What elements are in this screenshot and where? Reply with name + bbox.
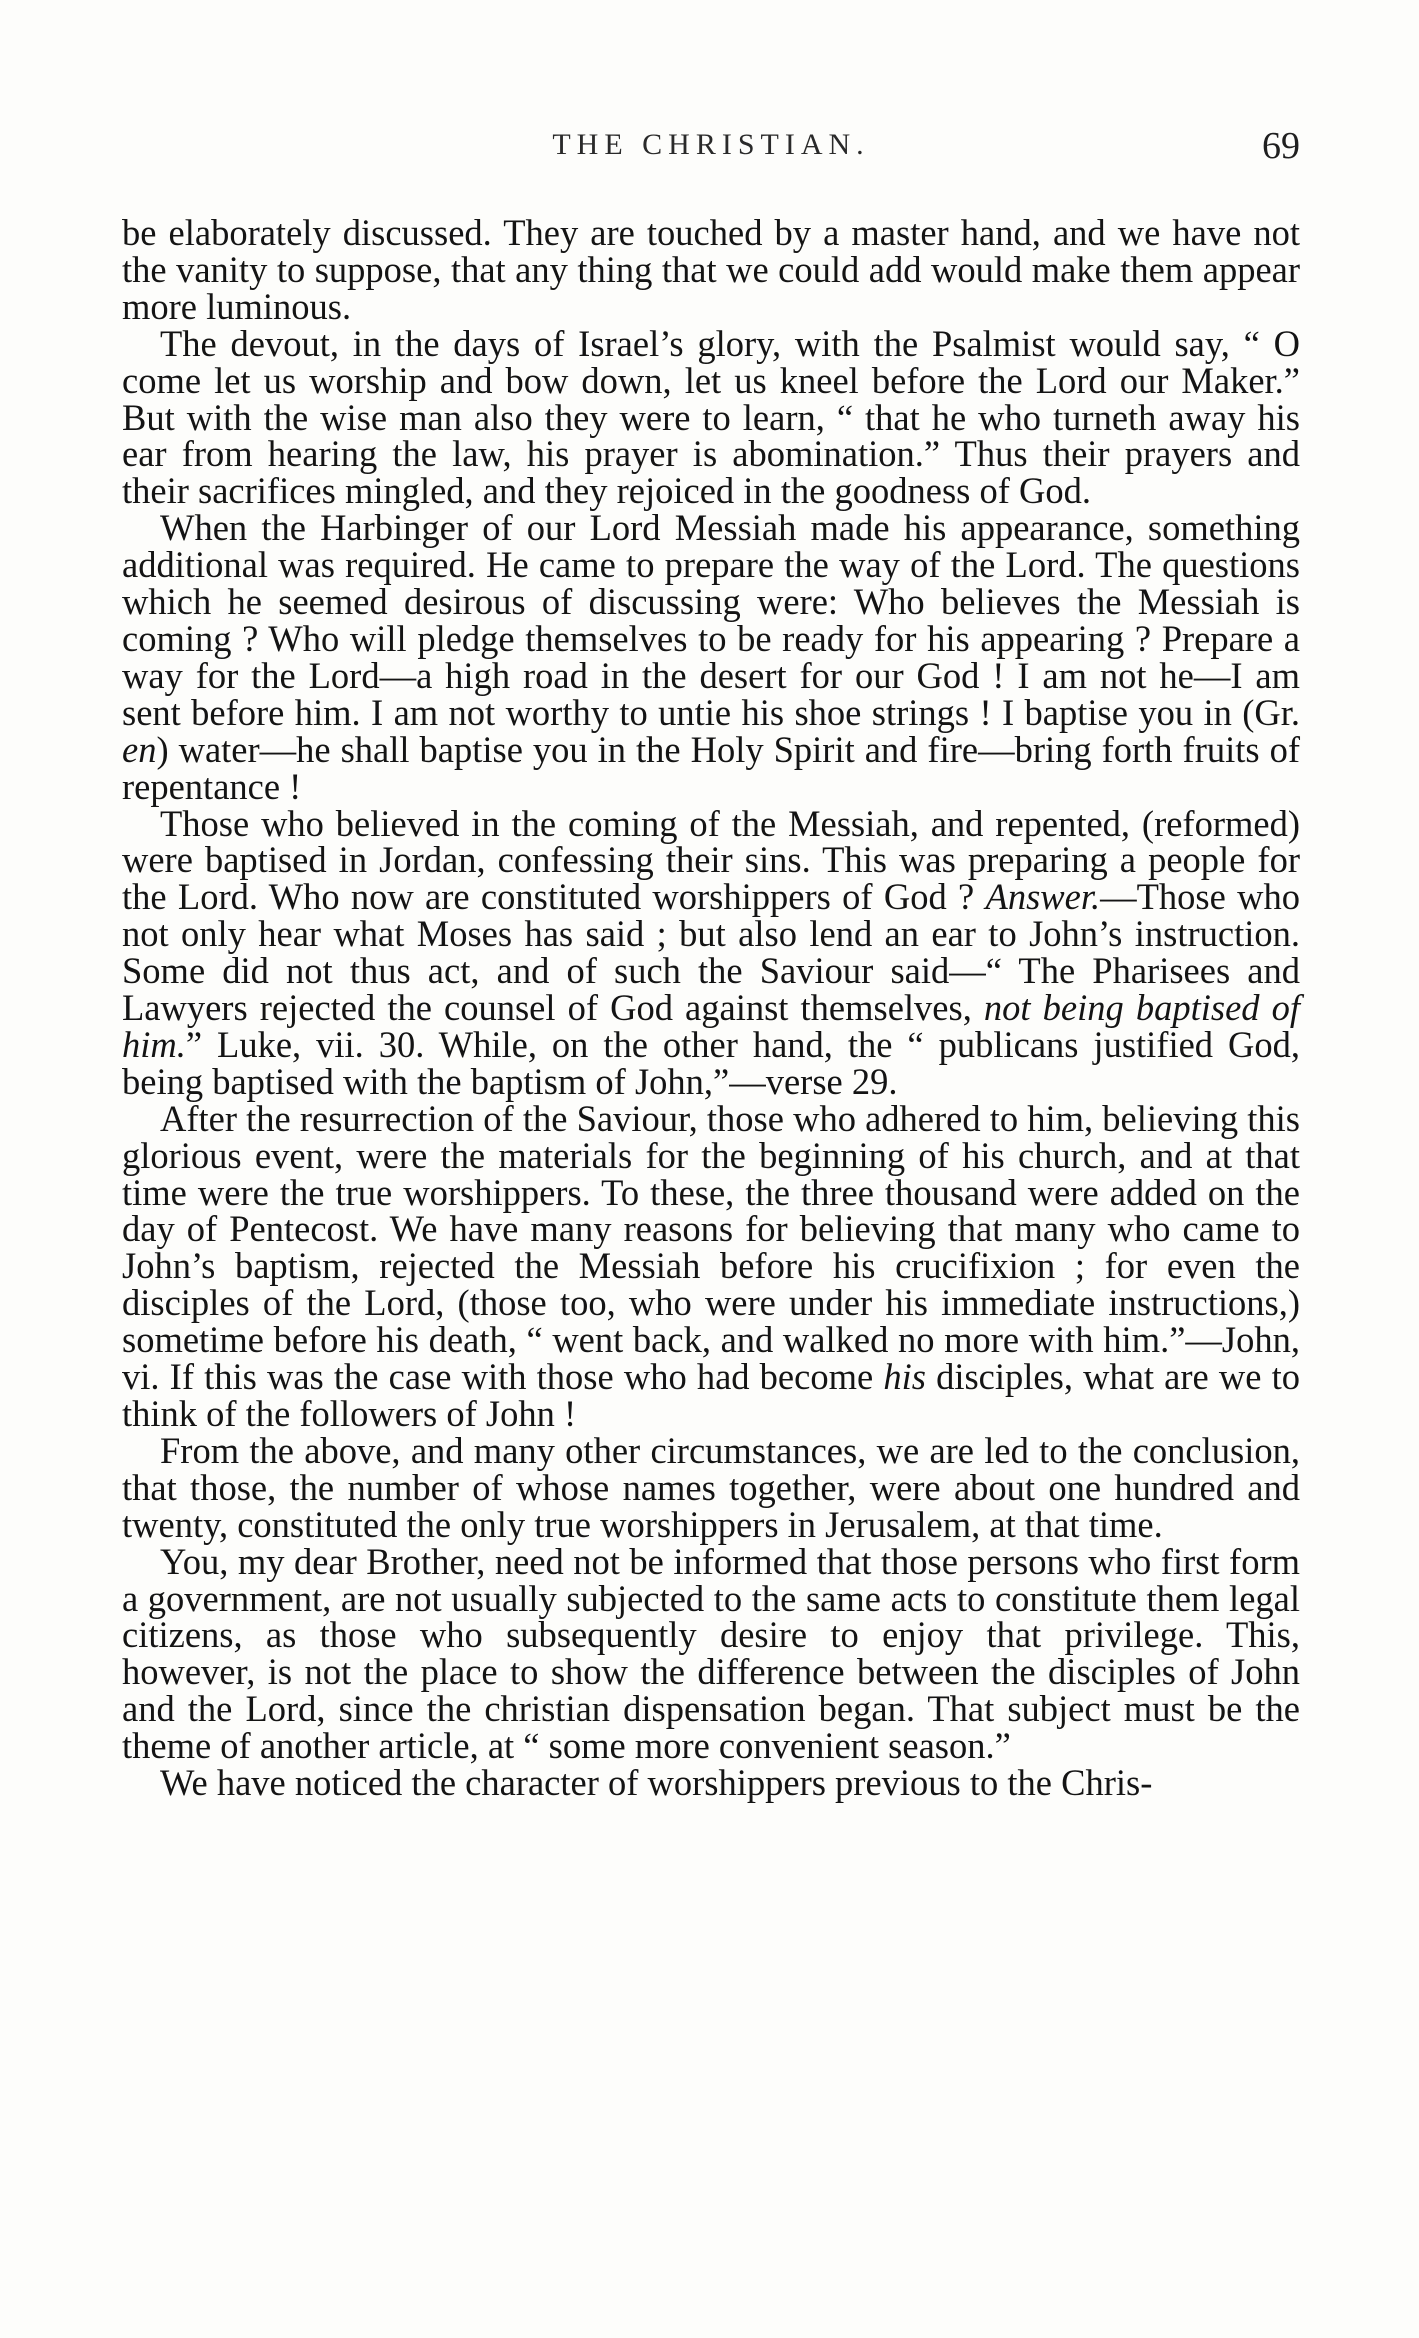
italic-text-run: Answer. [985, 876, 1101, 918]
text-run: be elaborately discussed. They are touched by a master hand, and we have not the vanity to suppose, that any thing that we could add would make them appear more luminous. [122, 212, 1300, 327]
paragraph [122, 802, 1300, 1102]
text-run: Those who believed in the coming of the Messiah, and repented, (reformed) were baptised in Jordan, confessing their sins. This was preparing a people for the Lord. Who now are constituted worshippers of God ? [122, 802, 1300, 918]
text-run: After the resurrection of the Saviour, those who adhered to him, believing this glorious event, were the materials for the beginning of his church, and at that time were the true worshippers. To these, the three thousand were added on the day of Pentecost. We have many reasons for believing that many who came to John’s baptism, rejected the Messiah before his crucifixion ; for even the disciples of the Lord, (those too, who were under his immediate instructions,) sometime before his death, “ went back, and walked no more with him.”—John, vi. If this was the case with those who had become [122, 1097, 1300, 1398]
body-text [122, 212, 1300, 1804]
text-run: ” Luke, vii. 30. While, on the other hand, the “ publicans justified God, being baptised with the baptism of John,”—verse 29. [122, 1023, 1300, 1102]
text-run: We have noticed the character of worshippers previous to the Chris- [160, 1762, 1153, 1804]
running-head [122, 125, 1300, 168]
paragraph [122, 507, 1300, 807]
text-run: From the above, and many other circumstances, we are led to the conclusion, that those, the number of whose names together, were about one hundred and twenty, constituted the only true worshippers in Jerusalem, at that time. [122, 1429, 1300, 1545]
text-run: You, my dear Brother, need not be informed that those persons who first form a government, are not usually subjected to the same acts to constitute them legal citizens, as those who subsequently desire to enjoy that privilege. This, however, is not the place to show the difference between the disciples of John and the Lord, since the christian dispensation began. That subject must be the theme of another article, at “ some more convenient season.” [122, 1540, 1300, 1767]
paragraph [122, 1762, 1300, 1804]
page-number: 69 [1262, 125, 1300, 167]
paragraph [122, 1540, 1300, 1767]
italic-text-run: not being baptised of him. [122, 987, 1300, 1065]
text-run: —Those who not only hear what Moses has said ; but also lend an ear to John’s instruction. Some did not thus act, and of such the Saviour said—“ The Pharisees and Lawyers rejected the counsel of God against themselves, [122, 876, 1300, 1029]
text-run: The devout, in the days of Israel’s glory, with the Psalmist would say, “ O come let us worship and bow down, let us kneel before the Lord our Maker.” But with the wise man also they were to learn, “ that he who turneth away his ear from hearing the law, his prayer is abomination.” Thus their prayers and their sacrifices mingled, and they rejoiced in the goodness of God. [122, 322, 1300, 512]
text-run: disciples, what are we to think of the followers of John ! [122, 1356, 1300, 1434]
text-run: ) water—he shall baptise you in the Holy Spirit and fire—bring forth fruits of repentance ! [122, 728, 1300, 807]
paragraph [122, 1097, 1300, 1434]
paragraph [122, 322, 1300, 512]
running-title: THE CHRISTIAN. [552, 128, 870, 161]
paragraph [122, 1429, 1300, 1545]
paragraph [122, 212, 1300, 327]
text-run: When the Harbinger of our Lord Messiah made his appearance, something additional was required. He came to prepare the way of the Lord. The questions which he seemed desirous of discussing were: Who believes the Messiah is coming ? Who will pledge themselves to be ready for his appearing ? Prepare a way for the Lord—a high road in the desert for our God ! I am not he—I am sent before him. I am not worthy to untie his shoe strings ! I baptise you in (Gr. [122, 507, 1300, 733]
italic-text-run: en [122, 728, 157, 770]
italic-text-run: his [883, 1356, 926, 1398]
